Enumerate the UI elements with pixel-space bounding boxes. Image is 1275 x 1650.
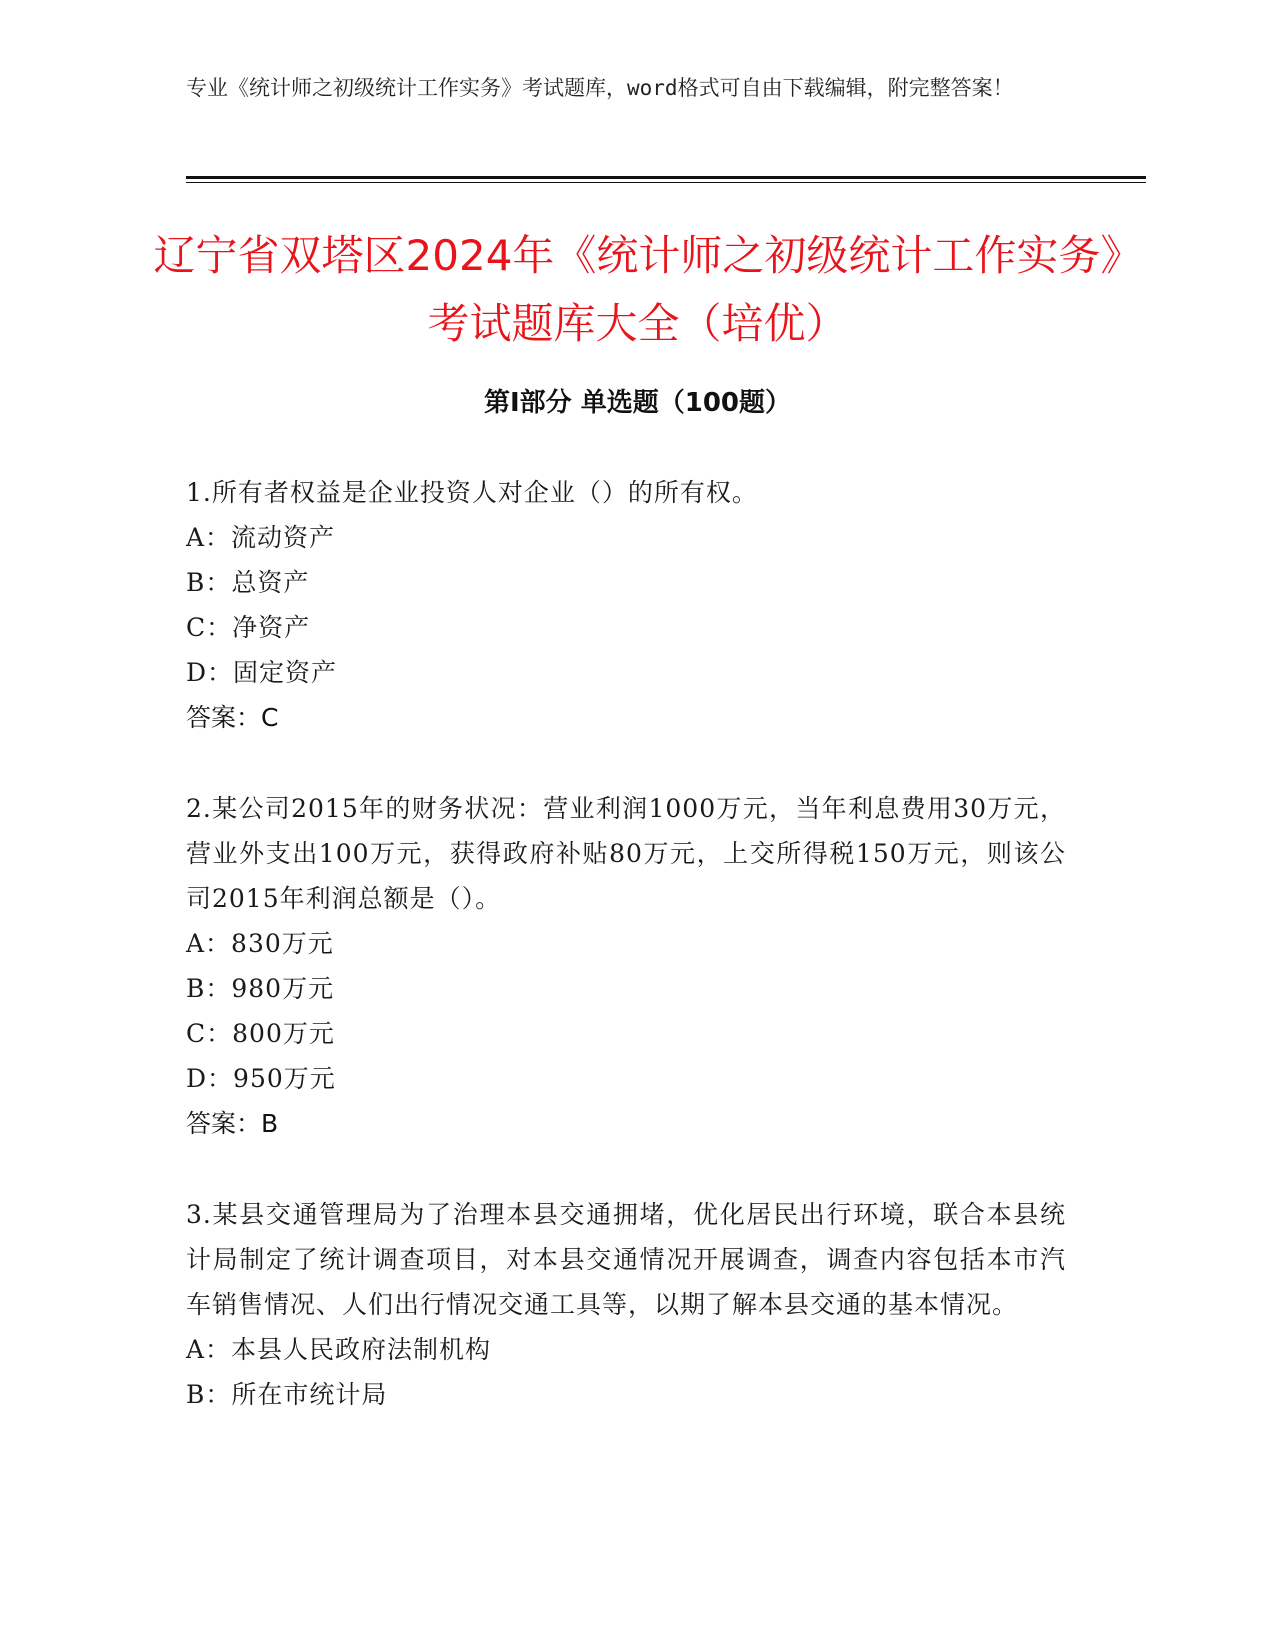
- option-b: B：总资产: [186, 568, 310, 597]
- option-b: B：所在市统计局: [186, 1380, 388, 1409]
- header-divider-thin: [186, 182, 1146, 183]
- answer-label: 答案：B: [186, 1109, 279, 1138]
- header-divider-thick: [186, 176, 1146, 179]
- option-d: D：固定资产: [186, 658, 338, 687]
- option-c: C：800万元: [186, 1019, 335, 1048]
- option-a: A：本县人民政府法制机构: [186, 1335, 492, 1364]
- question-stem: 2.某公司2015年的财务状况：营业利润1000万元，当年利息费用30万元，营业外支出100万元，获得政府补贴80万元，上交所得税150万元，则该公司2015年利润总额是（）。: [186, 794, 1066, 913]
- question-1: [186, 470, 1066, 740]
- question-2: [186, 786, 1066, 1146]
- option-b: B：980万元: [186, 974, 335, 1003]
- question-stem: 3.某县交通管理局为了治理本县交通拥堵，优化居民出行环境，联合本县统计局制定了统计调查项目，对本县交通情况开展调查，调查内容包括本市汽车销售情况、人们出行情况交通工具等，以期了解本县交通的基本情况。: [186, 1200, 1066, 1319]
- option-c: C：净资产: [186, 613, 311, 642]
- question-3: [186, 1192, 1066, 1417]
- question-stem: 1.所有者权益是企业投资人对企业（）的所有权。: [186, 478, 758, 507]
- question-list: [186, 470, 1066, 1463]
- option-a: A：流动资产: [186, 523, 336, 552]
- header-note: 专业《统计师之初级统计工作实务》考试题库，word格式可自由下载编辑，附完整答案！: [186, 76, 1014, 100]
- document-title: 辽宁省双塔区2024年《统计师之初级统计工作实务》考试题库大全（培优）: [153, 231, 1122, 348]
- option-d: D：950万元: [186, 1064, 336, 1093]
- option-a: A：830万元: [186, 929, 334, 958]
- section-title: 第Ⅰ部分 单选题（100题）: [484, 388, 791, 418]
- answer-label: 答案：C: [186, 703, 279, 732]
